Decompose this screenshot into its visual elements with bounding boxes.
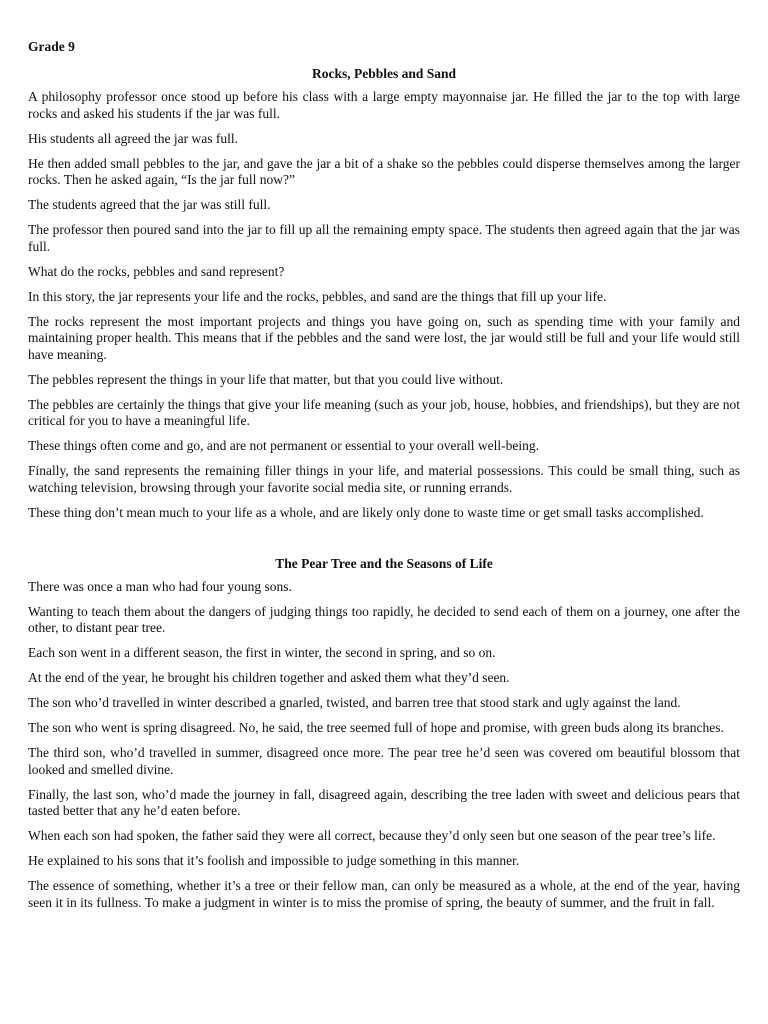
section-rocks-pebbles-sand: [28, 65, 740, 521]
paragraph: The students agreed that the jar was still full.: [28, 197, 271, 212]
document-page: [28, 38, 740, 920]
paragraph: The third son, who’d travelled in summer, disagreed once more. The pear tree he’d seen was covered om beautiful blossom that looked and smelled divine.: [28, 745, 740, 777]
paragraph: Each son went in a different season, the first in winter, the second in spring, and so on.: [28, 645, 496, 660]
paragraph: Finally, the sand represents the remaining filler things in your life, and material possessions. This could be small thing, such as watching television, browsing through your favorite social media site, or running errands.: [28, 463, 740, 495]
paragraph: He then added small pebbles to the jar, and gave the jar a bit of a shake so the pebbles could disperse themselves among the larger rocks. Then he asked again, “Is the jar full now?”: [28, 155, 740, 187]
paragraph: In this story, the jar represents your life and the rocks, pebbles, and sand are the things that fill up your life.: [28, 288, 607, 304]
paragraph: The professor then poured sand into the jar to fill up all the remaining empty space. The students then agreed again that the jar was full.: [28, 222, 740, 254]
paragraph: The son who went is spring disagreed. No, he said, the tree seemed full of hope and promise, with green buds along its branches.: [28, 720, 724, 735]
paragraph: He explained to his sons that it’s foolish and impossible to judge something in this manner.: [28, 853, 520, 868]
paragraph: There was once a man who had four young sons.: [28, 578, 292, 594]
paragraph: These thing don’t mean much to your life as a whole, and are likely only done to waste time or get small tasks accomplished.: [28, 504, 704, 520]
paragraph: Finally, the last son, who’d made the journey in fall, disagreed again, describing the tree laden with sweet and delicious pears that tasted better that any he’d eaten before.: [28, 786, 740, 818]
section-title: Rocks, Pebbles and Sand: [311, 66, 457, 81]
paragraph: The pebbles are certainly the things that give your life meaning (such as your job, house, hobbies, and friendships), but they are not critical for you to have a meaningful life.: [28, 396, 740, 428]
paragraph: A philosophy professor once stood up before his class with a large empty mayonnaise jar. He filled the jar to the top with large rocks and asked his students if the jar was full.: [28, 89, 740, 121]
paragraph: His students all agreed the jar was full.: [28, 130, 238, 146]
section-pear-tree: [28, 555, 740, 912]
grade-heading: Grade 9: [28, 39, 75, 54]
paragraph: The son who’d travelled in winter described a gnarled, twisted, and barren tree that stood stark and ugly against the land.: [28, 695, 681, 710]
paragraph: The pebbles represent the things in your life that matter, but that you could live without.: [28, 371, 504, 387]
paragraph: What do the rocks, pebbles and sand represent?: [28, 263, 285, 279]
section-spacer: [28, 530, 740, 555]
paragraph: The rocks represent the most important projects and things you have going on, such as spending time with your family and maintaining proper health. This means that if the pebbles and the sand were lost, the jar would still be full and your life would still have meaning.: [28, 313, 740, 362]
paragraph: Wanting to teach them about the dangers of judging things too rapidly, he decided to send each of them on a journey, one after the other, to distant pear tree.: [28, 603, 740, 635]
paragraph: At the end of the year, he brought his children together and asked them what they’d seen.: [28, 670, 510, 685]
paragraph: When each son had spoken, the father said they were all correct, because they’d only seen but one season of the pear tree’s life.: [28, 828, 716, 843]
section-title: The Pear Tree and the Seasons of Life: [275, 555, 493, 571]
paragraph: These things often come and go, and are not permanent or essential to your overall well-being.: [28, 438, 539, 453]
paragraph: The essence of something, whether it’s a tree or their fellow man, can only be measured as a whole, at the end of the year, having seen it in its fullness. To make a judgment in winter is to miss the promise of spring, the beauty of summer, and the fruit in fall.: [28, 878, 740, 910]
